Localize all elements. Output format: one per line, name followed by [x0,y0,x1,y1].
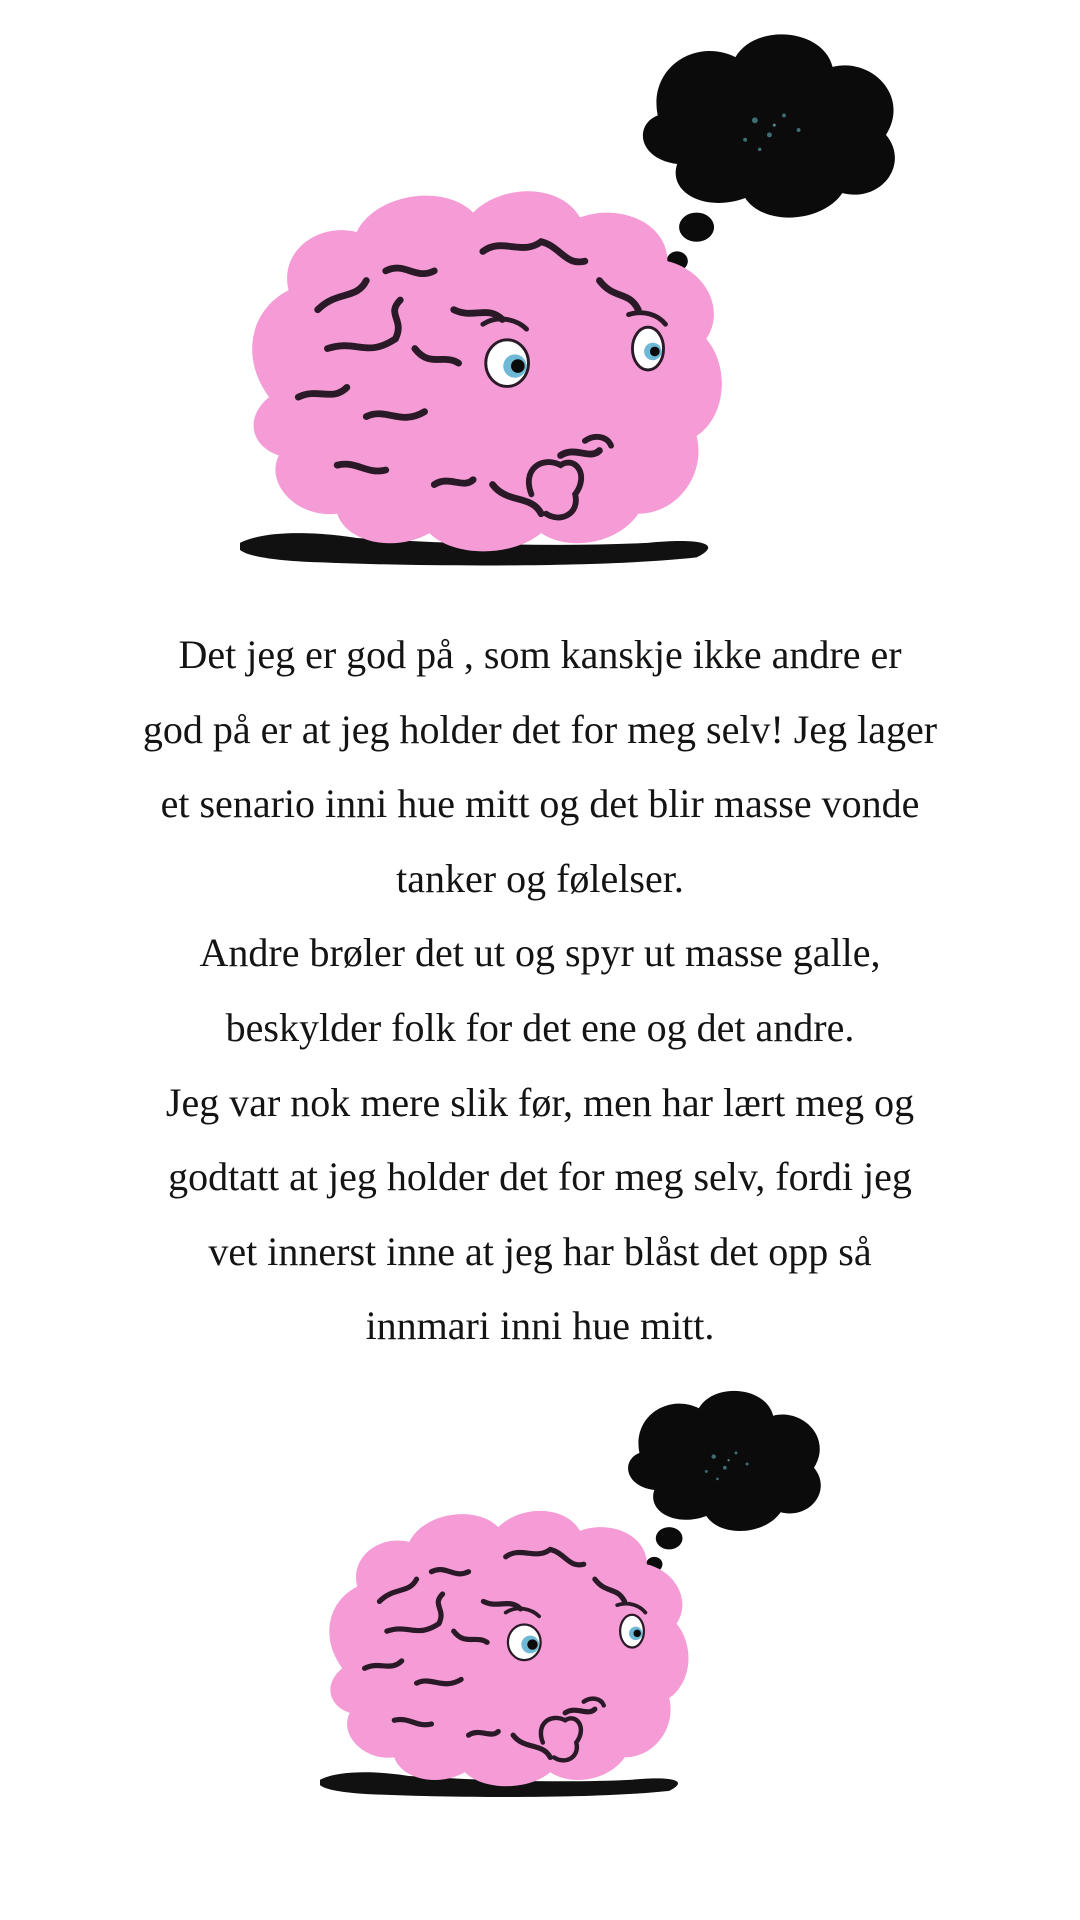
text-line: Det jeg er god på , som kanskje ikke andre er [178,632,902,677]
thinking-brain-illustration [320,1380,840,1808]
thinking-brain-illustration [240,20,920,580]
text-line: innmari inni hue mitt. [365,1303,715,1349]
text-line: vet innerst inne at jeg har blåst det opp så [208,1228,872,1274]
text-line: Andre brøler det ut og spyr ut masse galle, [199,930,881,976]
text-line: god på er at jeg holder det for meg selv! Jeg lager [142,706,938,752]
text-line: et senario inni hue mitt og det blir masse vonde [160,781,920,827]
text-line: beskylder folk for det ene og det andre. [225,1004,855,1050]
text-line: Jeg var nok mere slik før, men har lært meg og [165,1079,915,1125]
text-line: tanker og følelser. [396,855,684,901]
reflection-text [60,618,1020,1364]
text-line: godtatt at jeg holder det for meg selv, fordi jeg [168,1154,912,1200]
